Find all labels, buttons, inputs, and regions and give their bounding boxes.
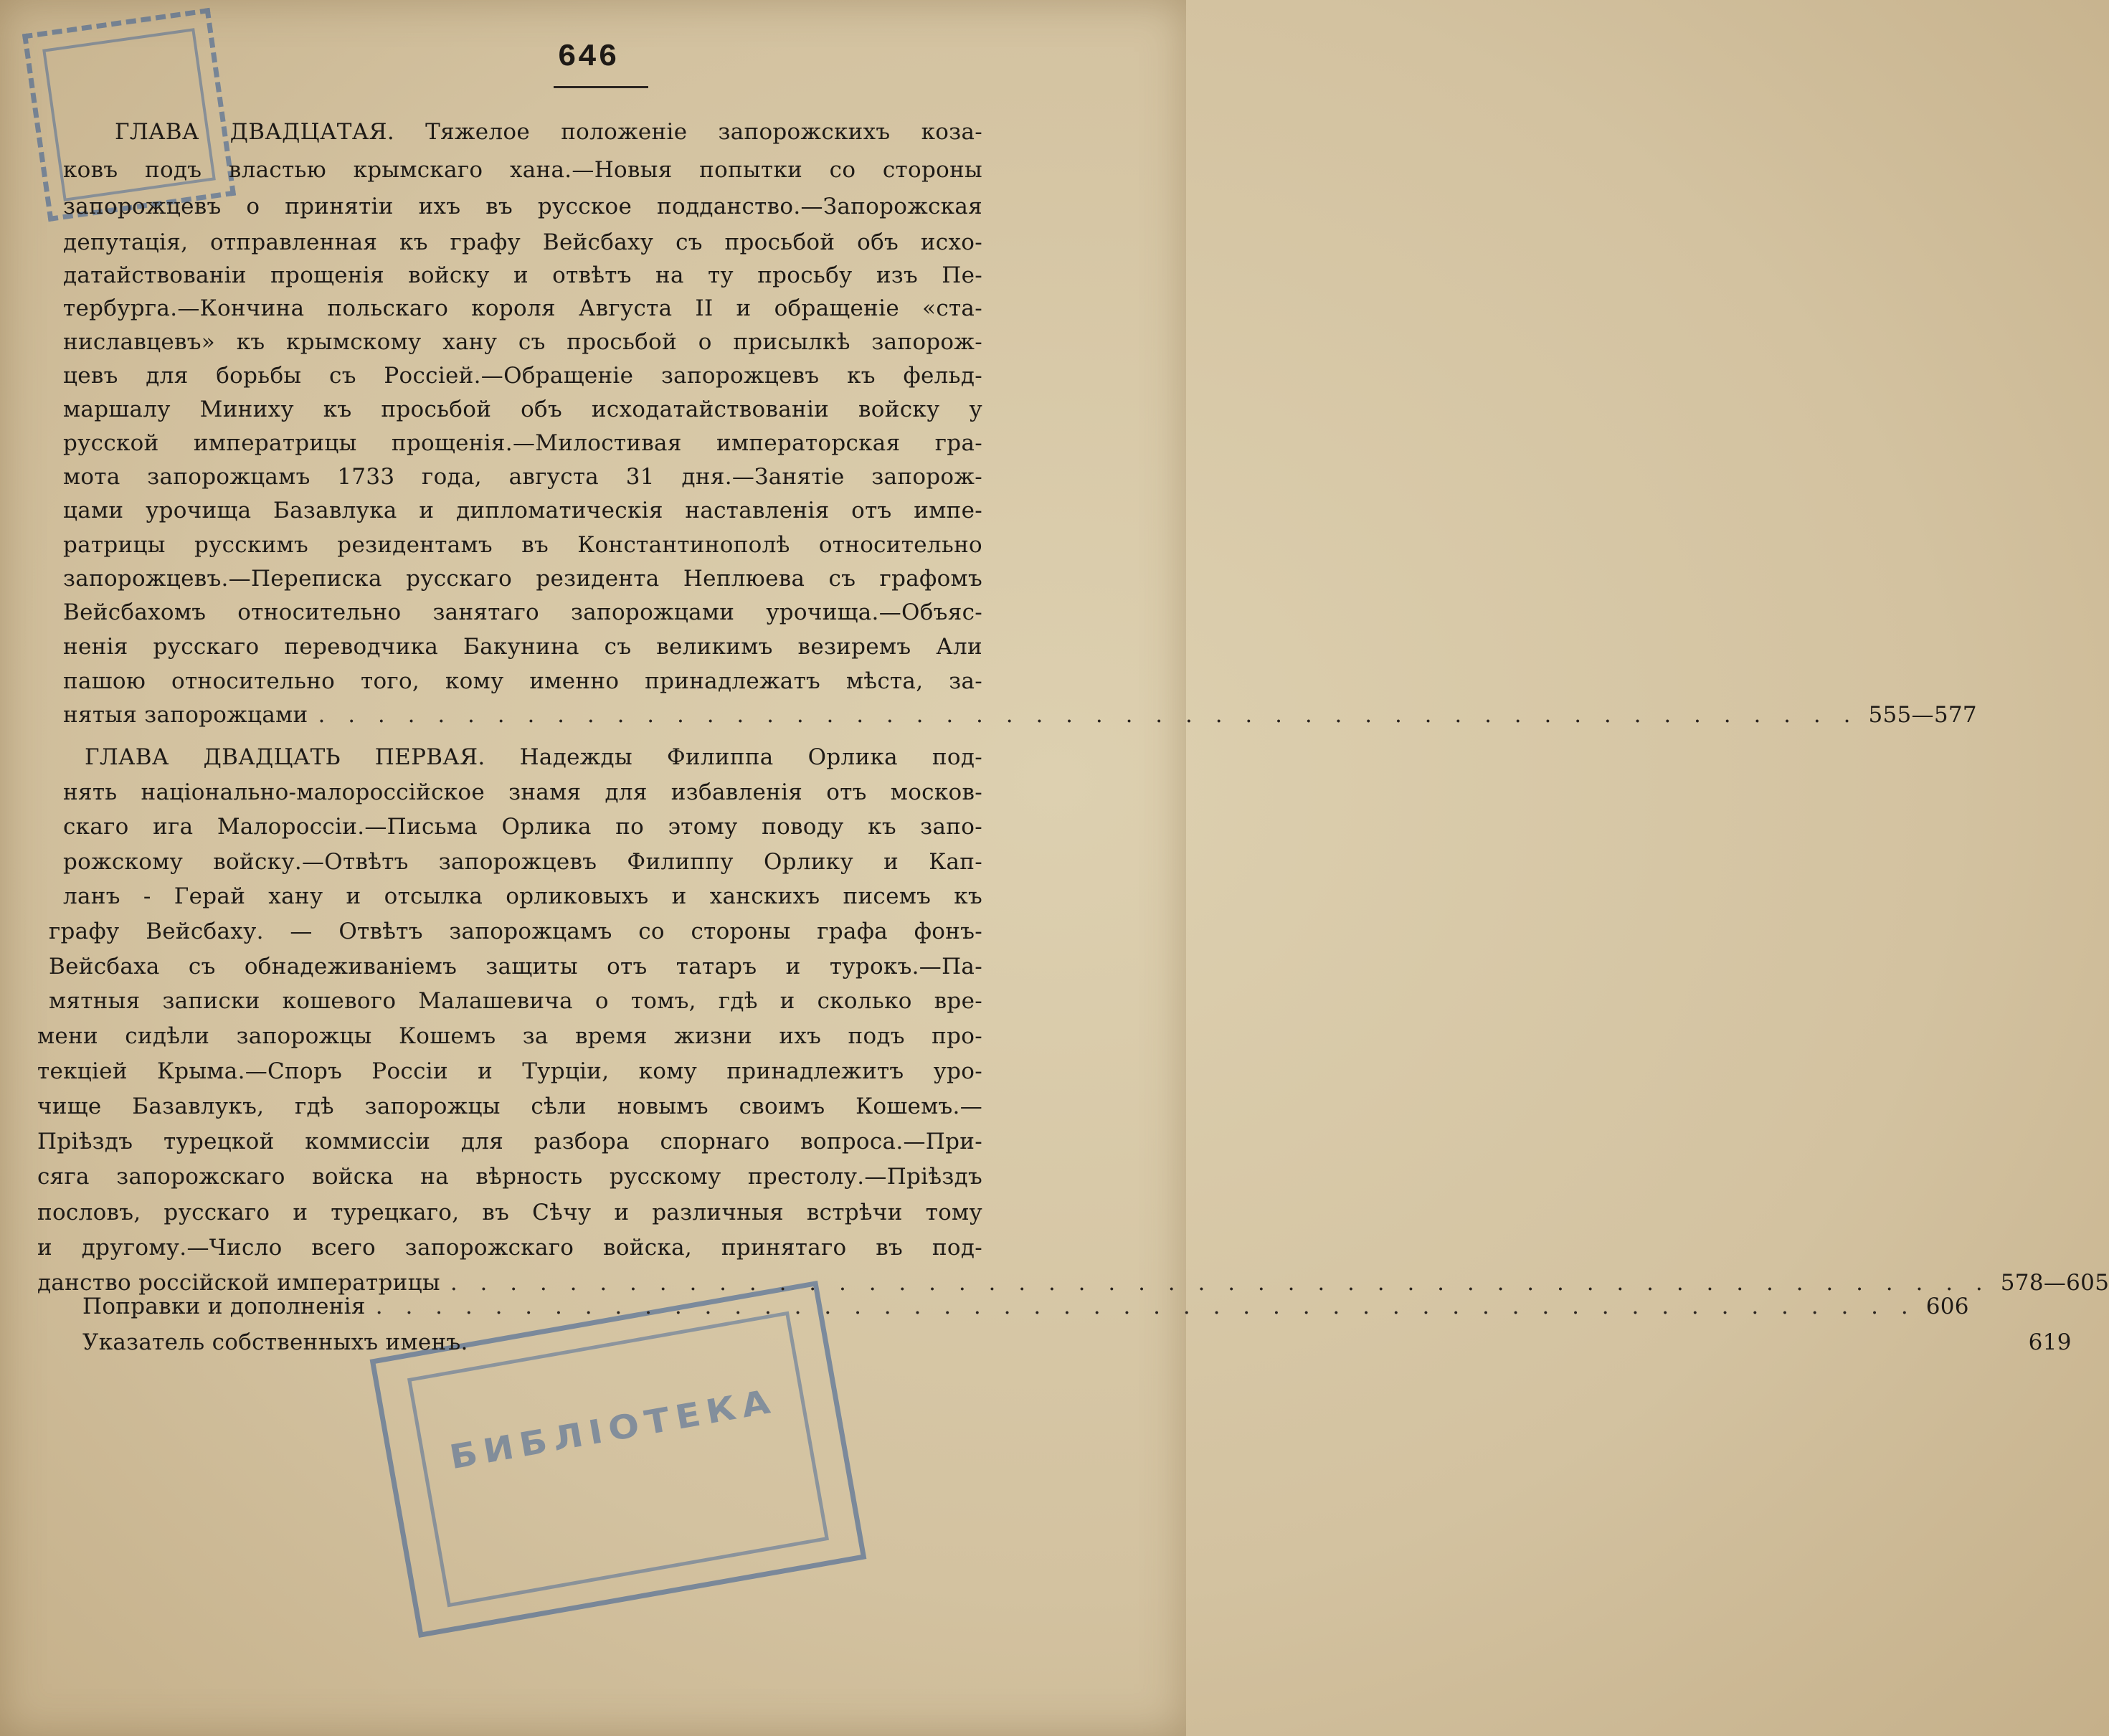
toc-line: депутація, отправленная къ графу Вейсбаху съ просьбой объ исхо- [63,229,982,255]
toc-line: Вейсбаха съ обнадеживаніемъ защиты отъ татаръ и турокъ.—Па- [49,954,982,980]
toc-line: текціей Крыма.—Споръ Россіи и Турціи, кому принадлежитъ уро- [37,1058,982,1084]
appendix-title: Указатель собственныхъ именъ. [82,1329,468,1355]
toc-appendix-index [82,1327,2072,1358]
toc-line: сяга запорожскаго войска на вѣрность русскому престолу.—Пріѣздъ [37,1164,982,1190]
toc-line: пословъ, русскаго и турецкаго, въ Сѣчу и различныя встрѣчи тому [37,1200,982,1225]
toc-appendix-corrections [82,1291,1969,1322]
toc-line: ненія русскаго переводчика Бакунина съ великимъ везиремъ Али [63,634,982,660]
toc-line: ланъ - Герай хану и отсылка орликовыхъ и ханскихъ писемъ къ [63,883,982,909]
toc-line: мота запорожцамъ 1733 года, августа 31 дня.—Занятіе запорож- [63,464,982,490]
toc-line: ГЛАВА ДВАДЦАТАЯ. Тяжелое положеніе запорожскихъ коза- [115,119,982,145]
dot-leader: . . . . . . . . . . . . . . . . . . . . . . . . . . . . . . . . . . . . . . . . . . . . . . . . . . . . [318,702,1859,728]
toc-line: мени сидѣли запорожцы Кошемъ за время жизни ихъ подъ про- [37,1023,982,1049]
appendix-page: 619 [2028,1329,2072,1355]
page-number-underline [554,86,648,88]
dot-leader: . . . . . . . . . . . . . . . . . . . . . . . . . . . . . . . . . . . . . . . . . . . . . . . . . . . . [375,1294,1916,1319]
toc-line: нять національно-малороссійское знамя для избавленія отъ москов- [63,779,982,805]
toc-last-line [63,699,1977,731]
toc-line: ковъ подъ властью крымскаго хана.—Новыя попытки со стороны [63,157,982,183]
page-range: 578—605 [2000,1270,2109,1296]
appendix-title: Поправки и дополненія [82,1294,366,1319]
toc-line: тербурга.—Кончина польскаго короля Августа II и обращеніе «ста- [63,295,982,321]
toc-line-text: данство россійской императрицы [37,1270,440,1296]
toc-line: Пріѣздъ турецкой коммиссіи для разбора спорнаго вопроса.—При- [37,1129,982,1154]
toc-line: чище Базавлукъ, гдѣ запорожцы сѣли новымъ своимъ Кошемъ.— [37,1094,982,1119]
page-range: 555—577 [1868,702,1977,728]
toc-line: русской императрицы прощенія.—Милостивая императорская гра- [63,430,982,456]
library-stamp-top [22,8,236,222]
toc-line: ниславцевъ» къ крымскому хану съ просьбой о присылкѣ запорож- [63,329,982,355]
toc-line: пашою относительно того, кому именно принадлежатъ мѣста, за- [63,668,982,694]
page-number: 646 [557,39,619,75]
toc-line: цевъ для борьбы съ Россіей.—Обращеніе запорожцевъ къ фельд- [63,363,982,389]
toc-line: ГЛАВА ДВАДЦАТЬ ПЕРВАЯ. Надежды Филиппа Орлика под- [85,744,982,770]
toc-line: и другому.—Число всего запорожскаго войска, принятаго въ под- [37,1235,982,1261]
toc-line: запорожцевъ.—Переписка русскаго резидента Неплюева съ графомъ [63,566,982,592]
toc-line: датайствованіи прощенія войску и отвѣтъ на ту просьбу изъ Пе- [63,262,982,288]
dot-leader: . . . . . . . . . . . . . . . . . . . . . . . . . . . . . . . . . . . . . . . . . . . . . . . . . . . . [450,1270,1991,1296]
toc-line: мятныя записки кошевого Малашевича о томъ, гдѣ и сколько вре- [49,988,982,1014]
toc-line: скаго ига Малороссіи.—Письма Орлика по этому поводу къ запо- [63,814,982,840]
toc-line: рожскому войску.—Отвѣтъ запорожцевъ Филиппу Орлику и Кап- [63,849,982,875]
toc-line: Вейсбахомъ относительно занятаго запорожцами урочища.—Объяс- [63,599,982,625]
appendix-page: 606 [1925,1294,1969,1319]
toc-line: цами урочища Базавлука и дипломатическія наставленія отъ импе- [63,498,982,523]
toc-line: маршалу Миниху къ просьбой объ исходатайствованіи войску у [63,397,982,422]
toc-line-text: нятыя запорожцами [63,702,308,728]
toc-line: графу Вейсбаху. — Отвѣтъ запорожцамъ со стороны графа фонъ- [49,919,982,944]
stamp-lettering: БИБЛІОТЕКА [446,1381,779,1477]
toc-line: ратрицы русскимъ резидентамъ въ Константинополѣ относительно [63,532,982,558]
toc-line: запорожцевъ о принятіи ихъ въ русское подданство.—Запорожская [63,194,982,219]
